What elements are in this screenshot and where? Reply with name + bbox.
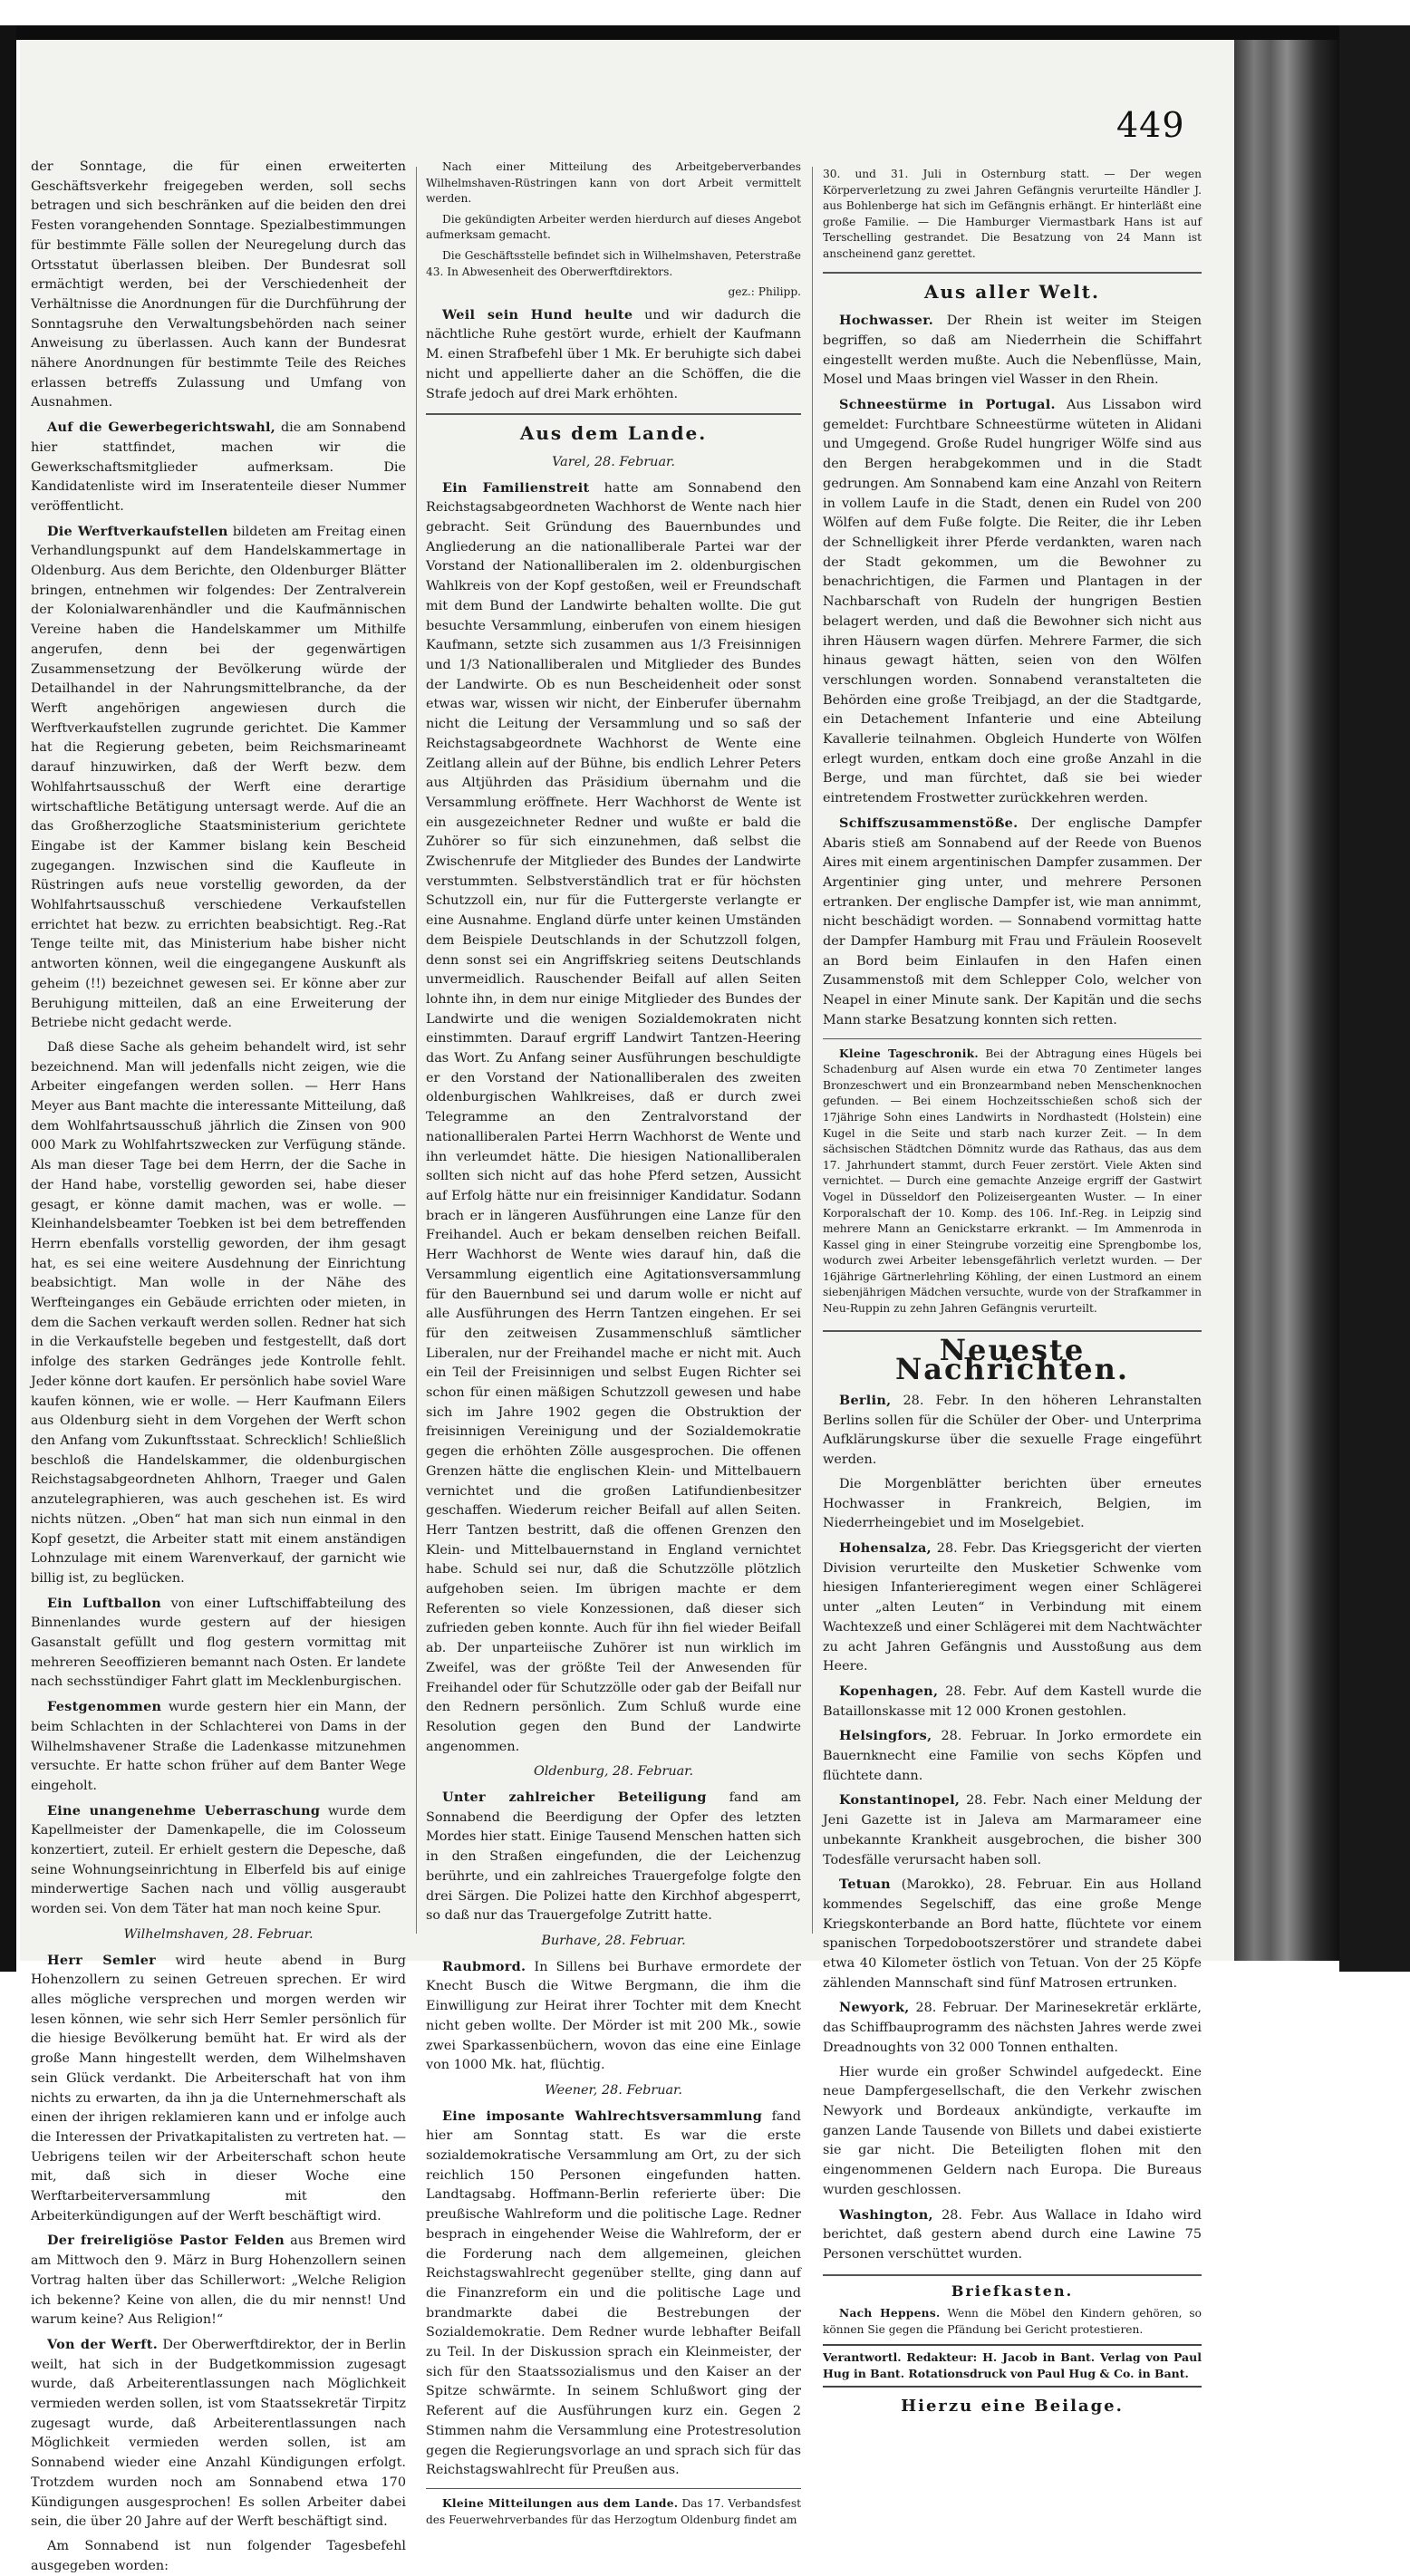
article-text: Wenn die Möbel den Kindern gehören, so können Sie gegen die Pfändung bei Gericht protestieren. [823, 2307, 1202, 2336]
column-right [823, 167, 1202, 2416]
article-lead: Newyork, [839, 2000, 910, 2016]
article-lead: Eine unangenehme Ueberraschung [47, 1802, 321, 1819]
article-text: fand am Sonnabend die Beerdigung der Opfer des letzten Mordes hier statt. Einige Tausend Menschen hatten sich in den Straßen eingefunden, die der Leichenzug berührte, und ein zahlreiches Trauergefolge folgte den drei Särgen. Die Polizei hatte den Kirchhof abgesperrt, so daß nur das Trauergefolge Zutritt hatte. [426, 1790, 801, 1924]
article-lead: Berlin, [839, 1393, 892, 1409]
divider [823, 1038, 1202, 1039]
article-text: 28. Febr. Aus Wallace in Idaho wird berichtet, daß gestern abend durch eine Lawine 75 Personen verschüttet wurden. [823, 2207, 1202, 2262]
article-text: Der Oberwerftdirektor, der in Berlin weilt, hat sich in der Budgetkommission zugesagt wurde, daß Arbeiterentlassungen nach Möglichkeit vermieden werden sollen, ist vom Staatssekretär Tirpitz zugesagt wurde, daß Arbeiterentlassungen nach Möglichkeit vermieden werden sollen, ist am Sonnabend wieder eine Anzahl Kündigungen erfolgt. Trotzdem wurden noch am Sonnabend etwa 170 Kündigungen ausgesprochen! Es sollen Arbeiter dabei sein, die über 20 Jahre auf der Werft beschäftigt sind. [31, 2337, 407, 2530]
article-lead: Schiffszusammenstöße. [839, 815, 1019, 831]
article-festgenommen [31, 1697, 406, 1797]
article-werft [31, 2335, 406, 2533]
article-lead: Kleine Mitteilungen aus dem Lande. [442, 2496, 679, 2510]
article-lead: Unter zahlreicher Beteiligung [442, 1790, 707, 1806]
article-paragraph: Nach einer Mitteilung des Arbeitgeberverbandes Wilhelmshaven-Rüstringen kann von dort Arbeit vermittelt werden. [426, 160, 801, 206]
briefkasten-heading: Briefkasten. [823, 2274, 1202, 2301]
article-text: 28. Febr. Auf dem Kastell wurde die Bataillonskasse mit 12 000 Kronen gestohlen. [823, 1684, 1202, 1719]
article-lead: Schneestürme in Portugal. [839, 397, 1056, 413]
newspaper-page [20, 40, 1234, 2573]
news-konstantinopel [823, 1790, 1202, 1870]
article-gewerbegericht [31, 418, 406, 517]
article-paragraph: Die Morgenblätter berichten über erneutes Hochwasser in Frankreich, Belgien, im Niederrheingebiet und im Moselgebiet. [823, 1476, 1202, 1531]
article-schiffszusammenstoesse [823, 814, 1202, 1031]
page-edge-shadow [1234, 40, 1339, 1961]
article-hochwasser [823, 311, 1202, 391]
article-lead: Ein Familienstreit [442, 479, 590, 496]
article-text: Bei der Abtragung eines Hügels bei Schadenburg auf Alsen wurde ein etwa 70 Zentimeter langes Bronzeschwert und ein Bronzearmband neben Menschenknochen gefunden. — Bei einem Hochzeitsschießen schoß sich der 17jährige Sohn eines Landwirts in Nordhastedt (Holstein) eine Kugel in die Seite und starb nach kurzer Zeit. — In dem sächsischen Städtchen Dömnitz wurde das Rathaus, das aus dem 17. Jahrhundert stammt, durch Feuer zerstört. Viele Akten sind vernichtet. — Durch eine gemachte Anzeige ergriff der Gastwirt Vogel in Düsseldorf den Polizeisergeanten Wuster. — In einer Korporalschaft der 10. Komp. des 106. Inf.-Reg. in Leipzig sind mehrere Mann an Genickstarre erkrankt. — Im Ammenroda in Kassel ging in einer Steingrube vorzeitig eine Sprengbombe los, wodurch zwei Arbeiter lebensgefährlich verletzt wurden. — Der 16jährige Gärtnerlehrling Köhling, der einen Lustmord an einem siebenjährigen Mädchen versuchte, wurde von der Strafkammer in Neu-Ruppin zu zehn Jahren Gefängnis verurteilt. [823, 1047, 1202, 1316]
article-lead: Auf die Gewerbegerichtswahl, [47, 420, 276, 436]
article-paragraph: der Sonntage, die für einen erweiterten Geschäftsverkehr freigegeben werden, soll sechs betragen und sich beschränken auf die beiden den drei Festen vorangehenden Sonntage. Spezialbestimmungen für bestimmte Fälle sollen der Neuregelung durch das Ortsstatut überlassen bleiben. Der Bundesrat soll ermächtigt werden, bei der Verschiedenheit der Verhältnisse die Anordnungen für die Durchführung der Sonntagsruhe den Verwaltungsbehörden nach seiner Anweisung zu überlassen. Auch kann der Bundesrat nähere Anordnungen für bestimmte Teile des Reiches erlassen betreffs Zulassung und Umfang von Ausnahmen. [31, 159, 406, 410]
article-raubmord [426, 1957, 801, 2076]
article-paragraph: Die Geschäftsstelle befindet sich in Wilhelmshaven, Peterstraße 43. In Abwesenheit des Oberwerftdirektors. [426, 248, 801, 278]
article-text: hatte am Sonnabend den Reichstagsabgeordneten Wachhorst de Wente nach hier gebracht. Seit Gründung des Bauernbundes und Angliederung an die nationalliberale Partei war der Vorstand der Nationalliberalen im 2. oldenburgischen Wahlkreis von der Kopf gestoßen, weil er Freundschaft mit dem Bund der Landwirte behalten wollte. Die gut besuchte Versammlung, einberufen von einem hiesigen Kaufmann, setzte sich zusammen aus 1/3 Freisinnigen und 1/3 Nationalliberalen und Mitglieder des Bundes der Landwirte. Ob es nun Bescheidenheit oder sonst etwas war, wissen wir nicht, der Einberufer übernahm nicht die Leitung der Versammlung und so saß der Reichstagsabgeordnete Wachhorst de Wente eine Zeitlang allein auf der Bühne, bis endlich Lehrer Peters aus Altjührden das Präsidium übernahm und die Versammlung eröffnete. Herr Wachhorst de Wente ist ein ausgezeichneter Redner und wußte er bald die Zuhörer so für sich einzunehmen, daß selbst die Zwischenrufe der Mitglieder des Bundes der Landwirte verstummten. Selbstverständlich trat er für höchsten Schutzzoll ein, nur für die Futtergerste verlangte er eine Ausnahme. England dürfe unter keinen Umständen dem Beispiele Deutschlands in der Schutzzoll folgen, denn sonst sei ein Angriffskrieg seitens Deutschlands unvermeidlich. Rauschender Beifall auf allen Seiten lohnte ihn, in dem nur einige Mitglieder des Bundes der Landwirte und die wenigen Sozialdemokraten nicht einstimmten. Darauf ergriff Landwirt Tantzen-Heering das Wort. Zu Anfang seiner Ausführungen beschuldigte er den Vorstand der Nationalliberalen des zweiten oldenburgischen Wahlkreises, daß er durch zwei Telegramme an den Zentralvorstand der nationalliberalen Partei Herrn Wachhorst de Wente und ihn verleumdet hätte. Die hiesigen Nationalliberalen sollten sich nicht auf das hohe Pferd setzen, Aussicht auf Erfolg hätte nur ein freisinniger Kandidatur. Sodann brach er in längeren Ausführungen eine Lanze für den Freihandel. Auch er bekam denselben reichen Beifall. Herr Wachhorst de Wente wies darauf hin, daß die Versammlung eigentlich eine Agitationsversammlung für den Bauernbund sei und darum wolle er nicht auf alle Ausführungen des Herrn Tantzen eingehen. Er sei für den zeitweisen Zusammenschluß sämtlicher Liberalen, nur der Freihandel mache er nicht mit. Auch ein Teil der Freisinnigen und selbst Eugen Richter sei schon für einen mäßigen Schutzzoll gewesen und habe sich im Jahre 1902 gegen die Obstruktion der freisinnigen Vereinigung und der Sozialdemokratie gegen die erhöhten Zölle ausgesprochen. Die offenen Grenzen hätte die englischen Klein- und Mittelbauern vernichtet und die großen Latifundienbesitzer geschaffen. Wiederum reicher Beifall auf allen Seiten. Herr Tantzen bestritt, daß die offenen Grenzen den Klein- und Mittelbauernstand in England vernichtet habe. Schuld sei nur, daß die Schutzzölle plötzlich aufgehoben seien. Im übrigen machte er dem Referenten so viele Konzessionen, daß dieser sich zufrieden geben konnte. Auch für ihn fiel wieder Beifall ab. Der unparteiische Zuhörer ist nun wirklich im Zweifel, was der größte Teil der Anwesenden für Freihandel oder für Schutzzölle oder gab der Beifall nur den Rednern persönlich. Zum Schluß wurde eine Resolution gegen den Bund der Landwirte angenommen. [426, 480, 801, 1754]
article-tageschronik [823, 1047, 1202, 1317]
article-luftballon [31, 1594, 406, 1693]
article-paragraph: Hier wurde ein großer Schwindel aufgedeckt. Eine neue Dampfergesellschaft, die den Verkehr zwischen Newyork und Bordeaux ankündigte, verkaufte im ganzen Lande Tausende von Billets und dabei existierte sie gar nicht. Die Beteiligten flohen mit den eingenommenen Geldern nach Europa. Die Bureaus wurden geschlossen. [823, 2064, 1202, 2197]
article-text: fand hier am Sonntag statt. Es war die erste sozialdemokratische Versammlung am Ort, zu der sich reichlich 150 Personen eingefunden hatten. Landtagsabg. Hoffmann-Berlin referierte über: Die preußische Wahlreform und die politische Lage. Redner besprach in eingehender Weise die Wahlreform, der er die Forderung nach dem allgemeinen, gleichen Reichstagswahlrecht gegenüber stellte, ging dann auf die Finanzreform ein und die politische Lage und brandmarkte dabei die Bestrebungen der Sozialdemokratie. Dem Redner wurde lebhafter Beifall zu Teil. In der Diskussion sprach ein Kleinmeister, der sich für den Staatssozialismus und den Kaiser an der Spitze schwärmte. In seinem Schlußwort ging der Referent auf die Ausführungen kurz ein. Gegen 2 Stimmen nahm die Versammlung eine Protestresolution gegen die Regierungsvorlage an und sprach sich für das Reichstagswahlrecht für Preußen aus. [426, 2108, 801, 2478]
article-schneestuerme [823, 395, 1202, 809]
article-text: In Sillens bei Burhave ermordete der Knecht Busch die Witwe Bergmann, die ihm die Einwilligung zur Heirat ihrer Tochter mit dem Knecht nicht geben wollte. Der Mörder ist mit 200 Mk., sowie zwei Sparkassenbüchern, wovon das eine eine Einlage von 1000 Mk. hat, flüchtig. [426, 1959, 801, 2073]
section-heading: Aus dem Lande. [426, 413, 801, 444]
article-lead: Ein Luftballon [47, 1595, 161, 1611]
article-text: 28. Febr. In den höheren Lehranstalten Berlins sollen für die Schüler der Ober- und Unterprima Aufklärungskurse über die sexuelle Frage eingeführt werden. [823, 1394, 1202, 1468]
article-lead: Raubmord. [442, 1958, 526, 1974]
article-semler [31, 1951, 406, 2227]
briefkasten-entry [823, 2306, 1202, 2338]
article-lead: Nach Heppens. [839, 2307, 941, 2320]
news-newyork [823, 1998, 1202, 2058]
article-lead: Hohensalza, [839, 1540, 932, 1556]
supplement-note: Hierzu eine Beilage. [901, 2396, 1124, 2416]
dateline: Burhave, 28. Februar. [541, 1934, 686, 1948]
article-felden [31, 2231, 406, 2330]
news-kopenhagen [823, 1682, 1202, 1722]
column-rule [812, 167, 813, 1934]
section-heading: Aus aller Welt. [823, 272, 1202, 303]
divider [426, 2488, 801, 2489]
article-hund [426, 305, 801, 405]
article-lead: Helsingfors, [839, 1728, 932, 1744]
news-hohensalza [823, 1539, 1202, 1677]
article-text: Aus Lissabon wird gemeldet: Furchtbare Schneestürme wüteten in Alidani und Umgegend. Große Rudel hungriger Wölfe sind aus den Bergen herabgekommen und in die Stadt gedrungen. Am Sonnabend kam eine Anzahl von Reitern in vollem Laufe in die Stadt, denen ein Rudel von 200 Wölfen auf dem Fuße folgte. Die Reiter, die ihr Leben der Schnelligkeit ihrer Pferde verdankten, waren nach der Stadt gekommen, um die Bewohner zu benachrichtigen, die Farmen und Plantagen in der Nachbarschaft von Rudeln der hungrigen Bestien belagert werden, und daß die Bewohner sich nicht aus ihren Häusern wagen dürfen. Mehrere Farmer, die sich hinaus gewagt hätten, seien von den Wölfen verschlungen worden. Sonnabend veranstalteten die Behörden eine große Treibjagd, an der die Stadtgarde, ein Detachement Infanterie und eine Abteilung Kavallerie teilnahmen. Obgleich Hunderte von Wölfen erlegt wurden, entkam doch eine große Anzahl in die Berge, und man fürchtet, daß sie bei wieder eintretendem Frostwetter zurückkehren werden. [823, 398, 1202, 806]
article-lead: Kopenhagen, [839, 1683, 939, 1699]
article-text: wurde gestern hier ein Mann, der beim Schlachten in der Schlachterei von Dams in der Wilhelmshavener Straße die Ladenkasse mitzunehmen versuchte. Er hatte schon früher auf dem Banter Wege eingeholt. [31, 1700, 406, 1793]
article-paragraph: 30. und 31. Juli in Osternburg statt. — Der wegen Körperverletzung zu zwei Jahren Gefängnis verurteilte Händler J. aus Bohlenberge hat sich im Gefängnis erhängt. Er hinterläßt eine große Familie. — Die Hamburger Viermastbark Hans ist auf Terschelling gestrandet. Die Besatzung von 24 Mann ist anscheinend ganz gerettet. [823, 168, 1202, 260]
article-lead: Washington, [839, 2206, 933, 2223]
scan-border-left [0, 25, 16, 1972]
scan-border-top [0, 25, 1410, 40]
scan-border-right [1339, 25, 1410, 1972]
imprint: Verantwortl. Redakteur: H. Jacob in Bant. Verlag von Paul Hug in Bant. Rotationsdruck von Paul Hug & Co. in Bant. [823, 2344, 1202, 2388]
dateline: Varel, 28. Februar. [552, 454, 675, 469]
column-left [31, 158, 407, 2573]
page-number: 449 [1116, 105, 1185, 145]
article-lead: Eine imposante Wahlrechtsversammlung [442, 2108, 763, 2124]
column-middle [426, 159, 802, 2526]
section-heading-neueste: Neueste Nachrichten. [823, 1330, 1202, 1380]
article-lead: Konstantinopel, [839, 1792, 961, 1809]
article-text: von einer Luftschiffabteilung des Binnenlandes wurde gestern auf der hiesigen Gasanstalt gefüllt und flog gestern vormittag mit mehreren Seeoffizieren bemannt nach Osten. Er landete nach sechsstündiger Fahrt glatt im Mecklenburgischen. [31, 1596, 406, 1690]
article-lead: Von der Werft. [47, 2336, 159, 2352]
article-text: Das 17. Verbandsfest des Feuerwehrverbandes für das Herzogtum Oldenburg findet am [426, 2496, 801, 2526]
news-washington [823, 2205, 1202, 2265]
news-berlin [823, 1391, 1202, 1471]
news-tetuan [823, 1875, 1202, 1993]
article-lead: Herr Semler [47, 1952, 157, 1968]
article-wahlrecht [426, 2107, 801, 2481]
signature: gez.: Philipp. [728, 285, 801, 299]
article-text: Der Rhein ist weiter im Steigen begriffen, so daß am Niederrhein die Schiffahrt eingestellt werden mußte. Auch die Nebenflüsse, Main, Mosel und Maas bringen viel Wasser in den Rhein. [823, 314, 1202, 388]
news-helsingfors [823, 1726, 1202, 1786]
article-text: (Marokko), 28. Februar. Ein aus Holland kommendes Segelschiff, das eine große Menge Kriegskonterbande an Bord hatte, flüchtete vor einem spanischen Torpedobootszerstörer und strandete dabei etwa 40 Kilometer östlich von Tetuan. Von der 25 Köpfe zählenden Mannschaft sind fünf Matrosen ertrunken. [823, 1877, 1202, 1991]
dateline: Oldenburg, 28. Februar. [533, 1764, 694, 1780]
article-text: 28. Februar. Der Marinesekretär erklärte, das Schiffbauprogramm des nächsten Jahres werde zwei Dreadnoughts von 32 000 Tonnen enthalten. [823, 2001, 1202, 2055]
article-text: 28. Februar. In Jorko ermordete ein Bauernknecht eine Familie von sechs Köpfen und flüchtete dann. [823, 1729, 1202, 1783]
dateline: Weener, 28. Februar. [545, 2082, 682, 2098]
article-lead: Kleine Tageschronik. [839, 1047, 979, 1060]
article-text: 28. Febr. Das Kriegsgericht der vierten Division verurteilte den Musketier Schwenke vom hiesigen Infanterieregiment wegen einer Schlägerei unter „alten Leuten“ in Verbindung mit einem Wachtexzeß und einer Schlägerei mit dem Nachtwächter zu acht Jahren Gefängnis und Ausstoßung aus dem Heere. [823, 1541, 1202, 1674]
article-lead: Tetuan [839, 1877, 891, 1893]
article-werftverkaufstellen [31, 522, 406, 1034]
article-text: 28. Febr. Nach einer Meldung der Jeni Gazette ist in Jaleva am Marmarameer eine unbekannte Krankheit ausgebrochen, die bisher 300 Todesfälle verursacht haben soll. [823, 1793, 1202, 1867]
article-paragraph: Daß diese Sache als geheim behandelt wird, ist sehr bezeichnend. Man will jedenfalls nicht zeigen, wie die Arbeiter eingefangen werden sollen. — Herr Hans Meyer aus Bant machte die interessante Mitteilung, daß dem Wohlfahrtsausschuß jährlich die Zinsen von 900 000 Mark zu Wohlfahrtszwecken zur Verfügung stände. Als man dieser Tage bei dem Herrn, der die Sache in der Hand habe, vorstellig geworden sei, habe dieser gesagt, er könne damit machen, was er wolle. — Kleinhandelsbeamter Toebken ist bei dem betreffenden Herrn ebenfalls vorstellig geworden, der ihm gesagt hat, es sei eine weitere Ausdehnung der Einrichtung beabsichtigt. Man wolle in der Nähe des Werfteinganges ein Gebäude errichten oder mieten, in dem die Sachen verkauft werden sollen. Redner hat sich in die Verkaufstelle begeben und festgestellt, daß dort infolge des starken Gedränges jede Kontrolle fehlt. Jeder könne dort kaufen. Er persönlich habe soviel Ware kaufen können, wie er wolle. — Herr Kaufmann Eilers aus Oldenburg sieht in dem Vorgehen der Werft schon den Anfang vom Zukunftsstaat. Schrecklich! Schließlich beschloß die Handelskammer, die oldenburgischen Reichstagsabgeordneten Ahlhorn, Traeger und Galen anzutelegraphieren, was auch geschehen ist. Es wird nichts nützen. „Oben“ hat man sich nun einmal in den Kopf gesetzt, die Arbeiter statt mit einem anständigen Lohnzulage mit einem Warenverkauf, der garnicht wie billig ist, zu beglücken. [31, 1039, 406, 1586]
article-text: wird heute abend in Burg Hohenzollern zu seinen Getreuen sprechen. Er wird alles mögliche versprechen und morgen werden wir lesen können, wie sehr sich Herr Semler persönlich für die hiesige Bevölkerung bemüht hat. Er wird als der große Mann hingestellt werden, dem Wilhelmshaven sein Glück verdankt. Die Arbeiterschaft hat von ihm nichts zu erwarten, da ihn ja die Unternehmerschaft als einen der ihrigen reklamieren kann und er infolge auch die Interessen der Privatkapitalisten zu vertreten hat. — Uebrigens teilen wir der Arbeiterschaft schon heute mit, daß sich in dieser Woche eine Werftarbeiterversammlung mit den Arbeiterkündigungen auf der Werft beschäftigt wird. [31, 1953, 406, 2224]
article-ueberraschung [31, 1801, 406, 1920]
article-text: bildeten am Freitag einen Verhandlungspunkt auf dem Handelskammertage in Oldenburg. Aus dem Berichte, den Oldenburger Blätter bringen, entnehmen wir folgendes: Der Zentralverein der Kolonialwarenhändler und die Kaufmännischen Vereine haben die Handelskammer um Mithilfe angerufen, denn bei der gegenwärtigen Zusammensetzung der Bevölkerung würde der Detailhandel in der Nahrungsmittelbranche, da der Werft angehörigen angewiesen durch die Werftverkaufstellen zugrunde gerichtet. Die Kammer hat die Regierung gebeten, beim Reichsmarineamt darauf hinzuwirken, daß der Werft bezw. dem Wohlfahrtsausschuß der Werft eine derartige wirtschaftliche Betätigung untersagt werde. Auf die an das Großherzogliche Staatsministerium gerichtete Eingabe ist der Kammer bislang kein Bescheid zugegangen. Inzwischen sind die Kaufleute in Rüstringen aufs neue vorstellig geworden, da der Wohlfahrtsausschuß verschiedene Verkaufstellen errichtet hat bezw. zu errichten beabsichtigt. Reg.-Rat Tenge teilte mit, das Ministerium habe bisher nicht antworten können, weil die eingegangene Auskunft als geheim (!!) bezeichnet gewesen sei. Er könne aber zur Beruhigung mitteilen, daß an eine Erweiterung der Betriebe nicht gedacht werde. [31, 524, 406, 1031]
article-kleine-mitteilungen [426, 2496, 801, 2528]
article-familienstreit [426, 478, 801, 1758]
article-lead: Der freireligiöse Pastor Felden [47, 2233, 285, 2249]
dateline: Wilhelmshaven, 28. Februar. [123, 1926, 314, 1942]
article-text: die am Sonnabend hier stattfindet, machen wir die Gewerkschaftsmitglieder aufmerksam. Die Kandidatenliste wird im Inseratenteile dieser Nummer veröffentlicht. [31, 420, 406, 514]
article-paragraph: Am Sonnabend ist nun folgender Tagesbefehl ausgegeben worden: [31, 2538, 406, 2573]
article-text: und wir dadurch die nächtliche Ruhe gestört wurde, erhielt der Kaufmann M. einen Strafbefehl über 1 Mk. Er beruhigte sich dabei nicht und appellierte daher an die Schöffen, die die Strafe jedoch auf drei Mark erhöhten. [426, 307, 802, 401]
article-lead: Festgenommen [47, 1699, 162, 1715]
article-lead: Die Werftverkaufstellen [47, 523, 228, 539]
article-lead: Weil sein Hund heulte [442, 306, 633, 323]
column-rule [416, 167, 417, 1934]
article-text: wurde dem Kapellmeister der Damenkapelle, die im Colosseum konzertiert, zuteil. Er erhielt gestern die Depesche, daß seine Wohnungseinrichtung in Elberfeld bis auf einige minderwertige Sachen nach und völlig ausgeraubt worden sei. Von dem Täter hat man noch keine Spur. [31, 1803, 406, 1917]
article-text: aus Bremen wird am Mittwoch den 9. März in Burg Hohenzollern seinen Vortrag halten über das Schillerwort: „Welche Religion ich bekenne? Keine von allen, die du mir nennst! Und warum keine? Aus Religion!“ [31, 2233, 407, 2328]
article-beteiligung [426, 1788, 801, 1926]
article-lead: Hochwasser. [839, 313, 934, 329]
article-text: Der englische Dampfer Abaris stieß am Sonnabend auf der Reede von Buenos Aires mit einem argentinischen Dampfer zusammen. Der Argentinier ging unter, und mehrere Personen ertranken. Der englische Dampfer ist, wie man annimmt, nicht beschädigt worden. — Sonnabend vormittag hatte der Dampfer Hamburg mit Frau und Fräulein Roosevelt an Bord beim Einlaufen in den Hafen einen Zusammenstoß mit dem Schlepper Colo, welcher von Neapel in einer Minute sank. Der Kapitän und die sechs Mann starke Besatzung konnten sich retten. [823, 815, 1202, 1028]
article-paragraph: Die gekündigten Arbeiter werden hierdurch auf dieses Angebot aufmerksam gemacht. [426, 212, 801, 242]
